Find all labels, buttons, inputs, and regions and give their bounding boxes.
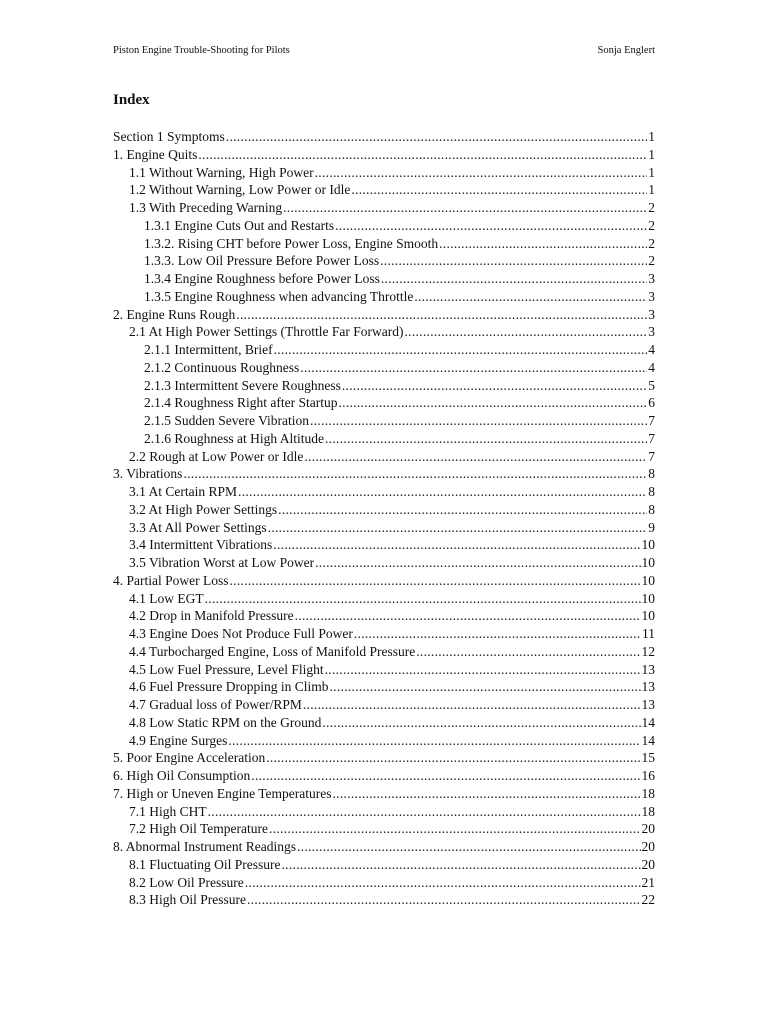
toc-dot-leader — [354, 625, 641, 643]
toc-entry-page-number: 1 — [648, 182, 655, 198]
toc-entry-page-number: 12 — [641, 643, 655, 659]
toc-dot-leader — [251, 767, 640, 785]
toc-dot-leader — [315, 554, 640, 572]
toc-entry-page-number: 7 — [648, 413, 655, 428]
toc-entry[interactable] — [113, 714, 655, 732]
toc-dot-leader — [266, 749, 640, 767]
toc-entry-page-number: 10 — [641, 555, 655, 570]
toc-entry-page-number: 3 — [648, 324, 655, 340]
toc-dot-leader — [333, 785, 641, 803]
toc-entry-page-number: 1 — [648, 146, 655, 162]
toc-entry[interactable] — [113, 519, 655, 537]
toc-entry-page-number: 2 — [648, 217, 655, 233]
toc-entry-label: 4.1 Low EGT — [129, 590, 204, 606]
toc-entry-label: 1.3.4 Engine Roughness before Power Loss — [144, 271, 380, 286]
toc-entry[interactable] — [113, 572, 655, 590]
toc-entry[interactable] — [113, 164, 655, 182]
toc-entry-page-number: 16 — [641, 768, 655, 783]
toc-entry[interactable] — [113, 465, 655, 483]
toc-entry-page-number: 2 — [648, 200, 655, 215]
toc-dot-leader — [269, 820, 640, 838]
toc-entry[interactable] — [113, 501, 655, 519]
toc-dot-leader — [351, 181, 647, 199]
toc-dot-leader — [238, 483, 647, 501]
toc-entry-label: 8.1 Fluctuating Oil Pressure — [129, 856, 281, 872]
toc-entry-label: 1.3.5 Engine Roughness when advancing Throttle — [144, 288, 414, 304]
toc-entry[interactable] — [113, 394, 655, 412]
toc-entry-page-number: 18 — [641, 803, 655, 819]
toc-entry-page-number: 10 — [641, 537, 655, 553]
toc-entry-page-number: 10 — [641, 608, 655, 624]
toc-dot-leader — [208, 803, 641, 821]
toc-entry-label: 1.3.2. Rising CHT before Power Loss, Engine Smooth — [144, 235, 439, 251]
toc-dot-leader — [268, 519, 648, 537]
toc-entry-label: 1. Engine Quits — [113, 146, 198, 162]
toc-entry-page-number: 21 — [641, 874, 655, 890]
toc-entry[interactable] — [113, 607, 655, 625]
toc-entry-label: 8.3 High Oil Pressure — [129, 892, 246, 908]
toc-entry-label: 1.2 Without Warning, Low Power or Idle — [129, 182, 351, 198]
toc-entry-label: 3.5 Vibration Worst at Low Power — [129, 555, 315, 570]
toc-dot-leader — [183, 465, 647, 483]
toc-dot-leader — [278, 501, 647, 519]
running-header-title: Piston Engine Trouble-Shooting for Pilots — [113, 45, 290, 56]
toc-entry-label: 1.3 With Preceding Warning — [129, 200, 283, 215]
toc-dot-leader — [416, 643, 640, 661]
toc-entry[interactable] — [113, 412, 655, 430]
toc-entry-label: 1.3.1 Engine Cuts Out and Restarts — [144, 217, 335, 233]
toc-entry[interactable] — [113, 181, 655, 199]
toc-entry-page-number: 20 — [641, 821, 655, 837]
toc-entry-page-number: 13 — [641, 661, 655, 677]
toc-entry-label: 4.2 Drop in Manifold Pressure — [129, 608, 294, 624]
toc-dot-leader — [338, 394, 647, 412]
toc-dot-leader — [205, 590, 641, 608]
toc-entry[interactable] — [113, 448, 655, 466]
toc-dot-leader — [283, 199, 647, 217]
toc-dot-leader — [226, 128, 647, 146]
toc-entry-label: 2.1.1 Intermittent, Brief — [144, 342, 273, 357]
toc-entry-page-number: 3 — [648, 271, 655, 286]
toc-entry-page-number: 20 — [641, 839, 655, 854]
toc-entry-label: 2.1.6 Roughness at High Altitude — [144, 430, 324, 446]
toc-dot-leader — [282, 856, 641, 874]
toc-dot-leader — [247, 891, 641, 909]
running-header-author: Sonja Englert — [597, 45, 655, 56]
toc-entry-label: 3.1 At Certain RPM — [129, 484, 238, 499]
toc-entry-page-number: 2 — [648, 235, 655, 251]
toc-entry-label: Section 1 Symptoms — [113, 129, 225, 144]
toc-dot-leader — [303, 696, 641, 714]
toc-entry[interactable] — [113, 803, 655, 821]
toc-entry-label: 2.1.4 Roughness Right after Startup — [144, 395, 338, 411]
toc-entry-page-number: 18 — [641, 785, 655, 801]
table-of-contents — [113, 128, 655, 909]
toc-entry-page-number: 1 — [648, 129, 655, 144]
toc-dot-leader — [325, 430, 647, 448]
toc-entry[interactable] — [113, 696, 655, 714]
toc-dot-leader — [245, 874, 641, 892]
toc-entry-page-number: 3 — [648, 306, 655, 322]
toc-dot-leader — [322, 714, 640, 732]
toc-dot-leader — [404, 323, 647, 341]
toc-entry[interactable] — [113, 554, 655, 572]
toc-entry-page-number: 14 — [641, 732, 655, 748]
toc-entry-page-number: 13 — [641, 697, 655, 712]
toc-dot-leader — [310, 412, 647, 430]
toc-entry[interactable] — [113, 732, 655, 750]
toc-dot-leader — [300, 359, 647, 377]
toc-dot-leader — [304, 448, 647, 466]
toc-dot-leader — [295, 607, 641, 625]
toc-entry-label: 2. Engine Runs Rough — [113, 306, 236, 322]
toc-entry-label: 2.1.5 Sudden Severe Vibration — [144, 413, 310, 428]
toc-entry-label: 5. Poor Engine Acceleration — [113, 750, 266, 766]
toc-entry[interactable] — [113, 270, 655, 288]
toc-dot-leader — [325, 661, 641, 679]
toc-entry-page-number: 10 — [641, 590, 655, 606]
toc-entry-label: 6. High Oil Consumption — [113, 768, 251, 783]
toc-entry-label: 1.1 Without Warning, High Power — [129, 164, 314, 180]
toc-entry[interactable] — [113, 217, 655, 235]
toc-entry-page-number: 8 — [648, 501, 655, 517]
toc-entry-page-number: 8 — [648, 484, 655, 499]
toc-entry-label: 1.3.3. Low Oil Pressure Before Power Loss — [144, 253, 380, 269]
toc-dot-leader — [342, 377, 647, 395]
toc-dot-leader — [274, 341, 648, 359]
toc-entry-label: 7.2 High Oil Temperature — [129, 821, 269, 837]
toc-entry[interactable] — [113, 661, 655, 679]
toc-entry[interactable] — [113, 359, 655, 377]
toc-entry[interactable] — [113, 252, 655, 270]
toc-dot-leader — [330, 678, 641, 696]
toc-entry-page-number: 7 — [648, 448, 655, 464]
toc-entry[interactable] — [113, 838, 655, 856]
toc-entry-page-number: 7 — [648, 430, 655, 446]
toc-entry-page-number: 3 — [648, 288, 655, 304]
toc-entry[interactable] — [113, 128, 655, 146]
toc-dot-leader — [236, 306, 647, 324]
toc-entry-page-number: 2 — [648, 253, 655, 269]
toc-entry-label: 8. Abnormal Instrument Readings — [113, 839, 296, 854]
toc-entry-label: 8.2 Low Oil Pressure — [129, 874, 244, 890]
toc-entry-page-number: 15 — [641, 750, 655, 766]
toc-entry[interactable] — [113, 643, 655, 661]
toc-entry[interactable] — [113, 483, 655, 501]
toc-dot-leader — [230, 572, 641, 590]
toc-entry-page-number: 4 — [648, 342, 655, 357]
toc-entry[interactable] — [113, 341, 655, 359]
toc-entry[interactable] — [113, 678, 655, 696]
toc-entry[interactable] — [113, 430, 655, 448]
toc-entry-label: 4.6 Fuel Pressure Dropping in Climb — [129, 679, 329, 695]
toc-dot-leader — [414, 288, 647, 306]
toc-dot-leader — [273, 536, 640, 554]
toc-entry-label: 4. Partial Power Loss — [113, 572, 229, 588]
toc-entry-label: 7. High or Uneven Engine Temperatures — [113, 785, 332, 801]
page-title: Index — [113, 92, 150, 108]
toc-entry[interactable] — [113, 536, 655, 554]
toc-entry[interactable] — [113, 625, 655, 643]
toc-entry-label: 3. Vibrations — [113, 466, 183, 482]
toc-entry[interactable] — [113, 590, 655, 608]
toc-entry-page-number: 13 — [641, 679, 655, 695]
toc-entry-label: 4.4 Turbocharged Engine, Loss of Manifold Pressure — [129, 643, 416, 659]
toc-dot-leader — [381, 270, 647, 288]
toc-entry[interactable] — [113, 235, 655, 253]
toc-entry-page-number: 4 — [648, 359, 655, 375]
toc-dot-leader — [228, 732, 640, 750]
toc-entry[interactable] — [113, 377, 655, 395]
toc-entry-page-number: 5 — [648, 377, 655, 393]
toc-entry-page-number: 14 — [641, 714, 655, 730]
toc-entry-page-number: 20 — [641, 856, 655, 872]
toc-dot-leader — [198, 146, 647, 164]
toc-entry-label: 2.1 At High Power Settings (Throttle Far Forward) — [129, 324, 404, 340]
toc-entry-label: 2.1.2 Continuous Roughness — [144, 359, 300, 375]
toc-entry-page-number: 8 — [648, 466, 655, 482]
toc-entry[interactable] — [113, 820, 655, 838]
toc-entry[interactable] — [113, 288, 655, 306]
toc-entry-label: 2.1.3 Intermittent Severe Roughness — [144, 377, 341, 393]
toc-entry[interactable] — [113, 306, 655, 324]
toc-entry-page-number: 10 — [641, 572, 655, 588]
toc-dot-leader — [380, 252, 647, 270]
toc-entry-page-number: 6 — [648, 395, 655, 411]
toc-entry-label: 4.5 Low Fuel Pressure, Level Flight — [129, 661, 324, 677]
toc-entry[interactable] — [113, 199, 655, 217]
toc-entry-page-number: 9 — [648, 519, 655, 535]
toc-dot-leader — [297, 838, 641, 856]
toc-entry[interactable] — [113, 323, 655, 341]
toc-entry[interactable] — [113, 146, 655, 164]
toc-dot-leader — [439, 235, 647, 253]
toc-entry-label: 3.2 At High Power Settings — [129, 501, 278, 517]
toc-entry[interactable] — [113, 874, 655, 892]
toc-entry-label: 3.4 Intermittent Vibrations — [129, 537, 273, 553]
toc-entry[interactable] — [113, 856, 655, 874]
toc-entry-label: 4.8 Low Static RPM on the Ground — [129, 714, 322, 730]
toc-entry-label: 2.2 Rough at Low Power or Idle — [129, 448, 304, 464]
toc-entry-label: 4.7 Gradual loss of Power/RPM — [129, 697, 302, 712]
toc-entry-page-number: 11 — [642, 626, 655, 641]
toc-entry-label: 7.1 High CHT — [129, 803, 207, 819]
toc-entry[interactable] — [113, 785, 655, 803]
toc-entry-page-number: 22 — [641, 892, 655, 908]
toc-entry[interactable] — [113, 749, 655, 767]
toc-entry-label: 4.9 Engine Surges — [129, 732, 228, 748]
toc-entry-label: 3.3 At All Power Settings — [129, 519, 267, 535]
toc-entry[interactable] — [113, 767, 655, 785]
toc-dot-leader — [315, 164, 648, 182]
toc-entry-label: 4.3 Engine Does Not Produce Full Power — [129, 626, 353, 641]
toc-dot-leader — [335, 217, 647, 235]
toc-entry[interactable] — [113, 891, 655, 909]
toc-entry-page-number: 1 — [648, 164, 655, 180]
